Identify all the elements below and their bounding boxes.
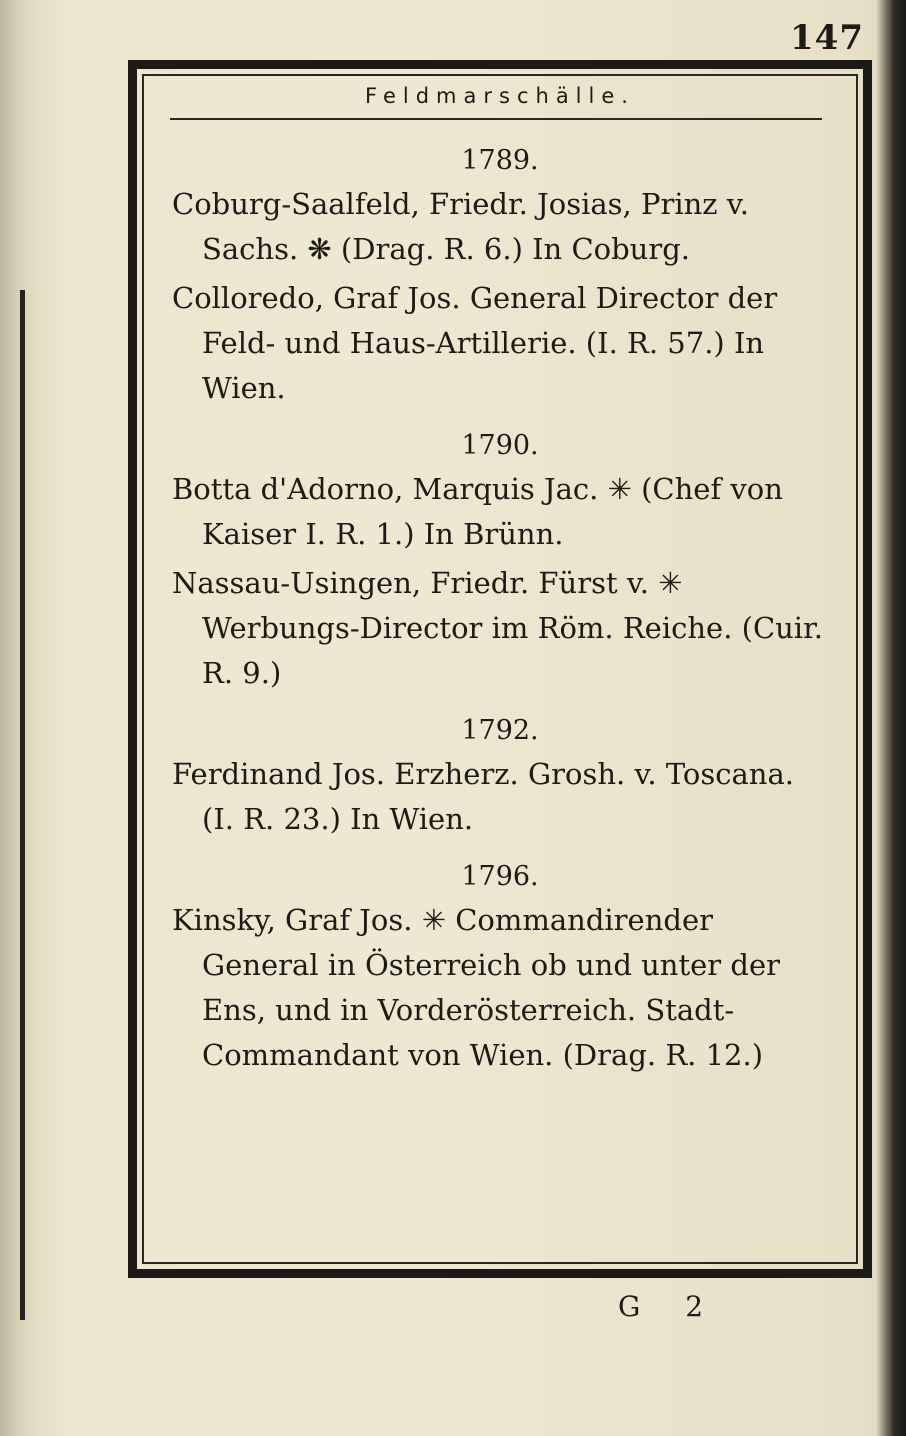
year-heading: 1792. <box>461 715 539 746</box>
year-heading: 1790. <box>461 430 539 461</box>
list-entry: Botta d'Adorno, Marquis Jac. ✳ (Chef von Kaiser I. R. 1.) In Brünn. <box>172 472 783 551</box>
year-section <box>172 140 828 411</box>
year-section <box>172 856 828 1078</box>
text-body <box>172 140 828 1078</box>
running-head: Feldmarschälle. <box>365 84 635 108</box>
list-entry: Colloredo, Graf Jos. General Director der Feld- und Haus-Artillerie. (I. R. 57.) In Wien. <box>172 281 778 405</box>
year-section <box>172 710 828 842</box>
list-entry: Ferdinand Jos. Erzherz. Grosh. v. Toscana. (I. R. 23.) In Wien. <box>172 757 794 836</box>
year-heading: 1796. <box>461 861 539 892</box>
year-heading: 1789. <box>461 145 539 176</box>
year-section <box>172 425 828 696</box>
signature-mark: G 2 <box>618 1290 722 1323</box>
facing-page-border-line <box>20 290 25 1320</box>
page-edge-shadow <box>876 0 906 1436</box>
page-number: 147 <box>790 18 864 58</box>
list-entry: Nassau-Usingen, Friedr. Fürst v. ✳ Werbungs-Director im Röm. Reiche. (Cuir. R. 9.) <box>172 566 823 690</box>
list-entry: Kinsky, Graf Jos. ✳ Commandirender General in Österreich ob und unter der Ens, und in Vorderösterreich. Stadt-Commandant von Wien. (Drag. R. 12.) <box>172 903 780 1072</box>
list-entry: Coburg-Saalfeld, Friedr. Josias, Prinz v. Sachs. ❋ (Drag. R. 6.) In Coburg. <box>172 187 749 266</box>
header-rule <box>170 118 822 120</box>
